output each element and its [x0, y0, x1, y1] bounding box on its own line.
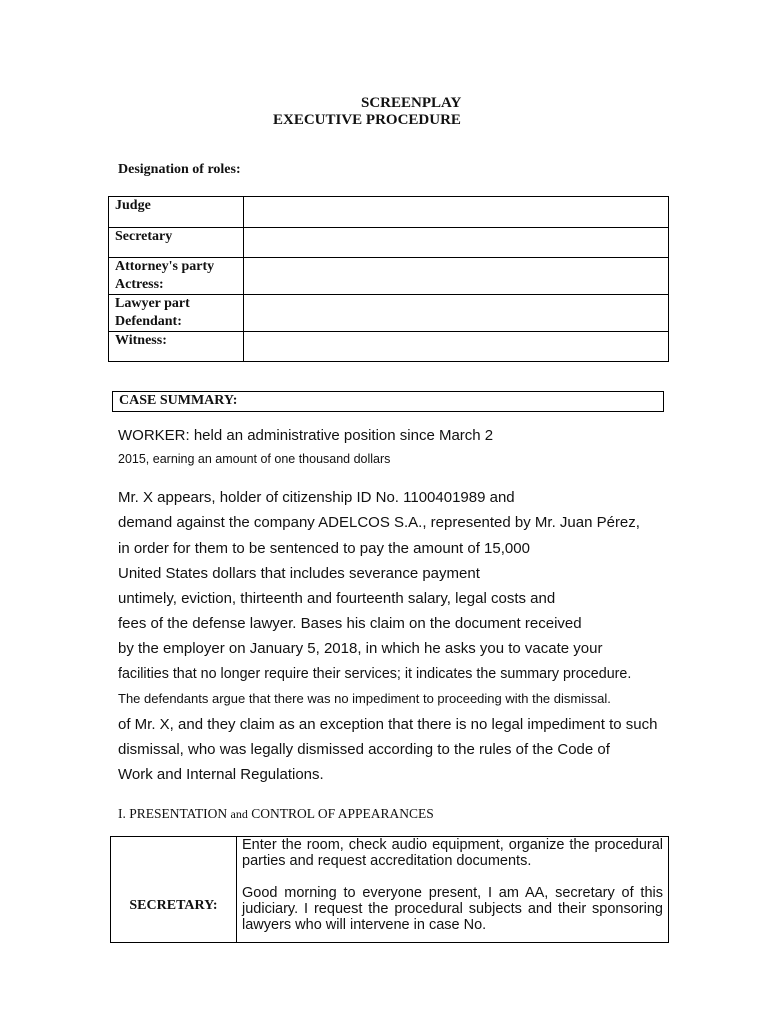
role-value-secretary: [244, 228, 669, 258]
role-value-plaintiff-attorney: [244, 258, 669, 295]
summary-line: of Mr. X, and they claim as an exception that there is no legal impediment to such: [118, 716, 658, 733]
table-row: [109, 332, 669, 362]
stage-direction: Enter the room, check audio equipment, organize the procedural parties and request accreditation documents.: [242, 837, 663, 869]
table-row: [111, 837, 669, 943]
section-heading: I. PRESENTATION and CONTROL OF APPEARANCES: [118, 806, 434, 821]
summary-line: demand against the company ADELCOS S.A., represented by Mr. Juan Pérez,: [118, 514, 640, 531]
summary-line: Mr. X appears, holder of citizenship ID No. 1100401989 and: [118, 489, 515, 506]
case-summary-box: [112, 391, 664, 412]
summary-line: by the employer on January 5, 2018, in which he asks you to vacate your: [118, 640, 603, 657]
document-title: SCREENPLAY: [361, 95, 462, 111]
summary-line: Work and Internal Regulations.: [118, 766, 324, 783]
worker-line-2: 2015, earning an amount of one thousand dollars: [118, 452, 391, 466]
worker-line-1: WORKER: held an administrative position since March 2: [118, 427, 494, 444]
dialogue-text: Good morning to everyone present, I am AA, secretary of this judiciary. I request the procedural subjects and their sponsoring lawyers who will intervene in case No.: [242, 885, 663, 933]
role-label-judge: Judge: [109, 197, 244, 228]
case-summary-label: CASE SUMMARY:: [119, 393, 238, 408]
speaker-role: SECRETARY:: [111, 837, 237, 943]
summary-line: dismissal, who was legally dismissed according to the rules of the Code of: [118, 741, 610, 758]
table-row: [109, 295, 669, 332]
table-row: [109, 197, 669, 228]
table-row: [109, 228, 669, 258]
summary-line: fees of the defense lawyer. Bases his claim on the document received: [118, 615, 582, 632]
summary-line: in order for them to be sentenced to pay the amount of 15,000: [118, 540, 530, 557]
role-value-judge: [244, 197, 669, 228]
document-subtitle: EXECUTIVE PROCEDURE: [273, 112, 461, 128]
roles-table: [108, 196, 669, 362]
role-label-plaintiff-attorney: Attorney's party Actress:: [109, 258, 244, 295]
role-label-defendant-lawyer: Lawyer part Defendant:: [109, 295, 244, 332]
role-label-witness: Witness:: [109, 332, 244, 362]
summary-line: United States dollars that includes severance payment: [118, 565, 480, 582]
role-value-defendant-lawyer: [244, 295, 669, 332]
role-label-secretary: Secretary: [109, 228, 244, 258]
summary-line: The defendants argue that there was no impediment to proceeding with the dismissal.: [118, 691, 611, 706]
dialogue-table: [110, 836, 669, 943]
roles-heading: Designation of roles:: [118, 162, 241, 177]
dialogue-content: [237, 837, 669, 943]
table-row: [109, 258, 669, 295]
role-value-witness: [244, 332, 669, 362]
summary-line: facilities that no longer require their services; it indicates the summary procedure.: [118, 666, 632, 682]
summary-line: untimely, eviction, thirteenth and fourteenth salary, legal costs and: [118, 590, 556, 607]
